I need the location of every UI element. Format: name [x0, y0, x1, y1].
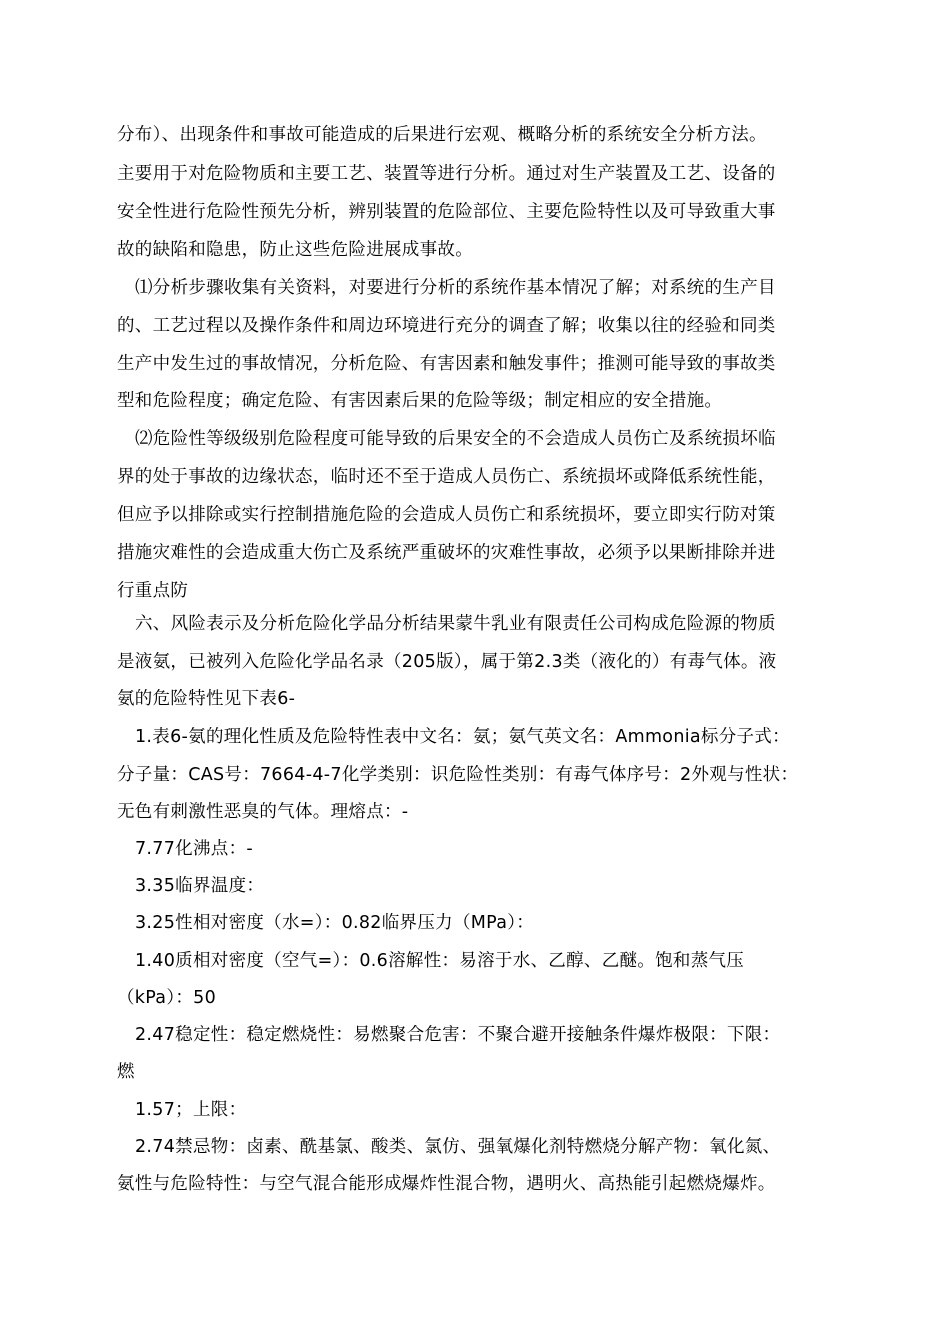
text-line: 1.57；上限：: [135, 1100, 247, 1120]
text-line: 安全性进行危险性预先分析，辨别装置的危险部位、主要危险特性以及可导致重大事: [117, 202, 776, 222]
text-line: 措施灾难性的会造成重大伤亡及系统严重破坏的灾难性事故，必须予以果断排除并进: [117, 543, 776, 563]
text-line: 2.47稳定性：稳定燃烧性：易燃聚合危害：不聚合避开接触条件爆炸极限：下限：: [135, 1025, 781, 1045]
text-line: 燃: [117, 1062, 135, 1082]
text-line: 1.40质相对密度（空气=）：0.6溶解性：易溶于水、乙醇、乙醚。饱和蒸气压: [135, 951, 745, 971]
text-line: ⑵危险性等级级别危险程度可能导致的后果安全的不会造成人员伤亡及系统损坏临: [135, 429, 776, 449]
text-line: 1.表6-氨的理化性质及危险特性表中文名：氨；氨气英文名：Ammonia标分子式：: [135, 727, 790, 747]
text-line: 3.25性相对密度（水=）：0.82临界压力（MPa）：: [135, 913, 535, 933]
text-line: 3.35临界温度：: [135, 876, 265, 896]
text-line: 分布）、出现条件和事故可能造成的后果进行宏观、概略分析的系统安全分析方法。: [117, 125, 767, 145]
text-line: 2.74禁忌物：卤素、酰基氯、酸类、氯仿、强氧爆化剂特燃烧分解产物：氧化氮、: [135, 1137, 781, 1157]
text-line: 但应予以排除或实行控制措施危险的会造成人员伤亡和系统损坏，要立即实行防对策: [117, 505, 776, 525]
text-line: 界的处于事故的边缘状态，临时还不至于造成人员伤亡、系统损坏或降低系统性能，: [117, 467, 776, 487]
text-line: 故的缺陷和隐患，防止这些危险进展成事故。: [117, 240, 473, 260]
text-line: 行重点防: [117, 581, 189, 601]
text-line: 的、工艺过程以及操作条件和周边环境进行充分的调查了解；收集以往的经验和同类: [117, 316, 776, 336]
text-line: 型和危险程度；确定危险、有害因素后果的危险等级；制定相应的安全措施。: [117, 391, 723, 411]
text-line: ⑴分析步骤收集有关资料，对要进行分析的系统作基本情况了解；对系统的生产目: [135, 278, 776, 298]
text-line: 分子量：CAS号：7664-4-7化学类别：识危险性类别：有毒气体序号：2外观与性状：: [117, 765, 799, 785]
text-line: 无色有刺激性恶臭的气体。理熔点：-: [117, 802, 409, 822]
text-line: 主要用于对危险物质和主要工艺、装置等进行分析。通过对生产装置及工艺、设备的: [117, 164, 776, 184]
text-line: 7.77化沸点：-: [135, 839, 253, 859]
text-line: （kPa）：50: [117, 988, 217, 1008]
text-line: 是液氨，已被列入危险化学品名录（205版），属于第2.3类（液化的）有毒气体。液: [117, 652, 777, 672]
text-line: 生产中发生过的事故情况，分析危险、有害因素和触发事件；推测可能导致的事故类: [117, 354, 776, 374]
text-line: 氨的危险特性见下表6-: [117, 689, 296, 709]
text-line: 氨性与危险特性：与空气混合能形成爆炸性混合物，遇明火、高热能引起燃烧爆炸。: [117, 1174, 776, 1194]
text-line: 六、风险表示及分析危险化学品分析结果蒙牛乳业有限责任公司构成危险源的物质: [135, 614, 776, 634]
